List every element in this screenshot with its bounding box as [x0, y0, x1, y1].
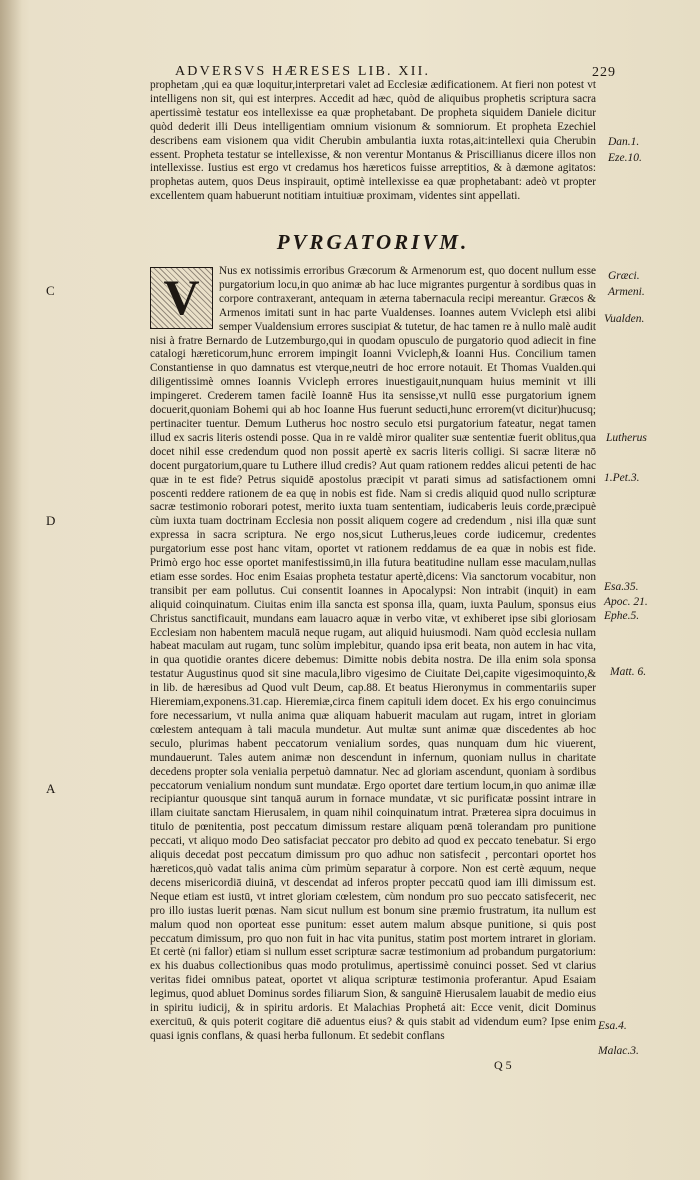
- running-title: ADVERSVS HÆRESES LIB. XII.: [175, 64, 431, 79]
- section-title: PVRGATORIVM.: [276, 230, 470, 254]
- marginal-note-matt: Matt. 6.: [610, 666, 647, 678]
- marginal-note-esa35: Esa.35.: [604, 581, 639, 593]
- marginal-note-armeni: Armeni.: [608, 286, 645, 298]
- marginal-note-vualden: Vualden.: [604, 313, 645, 325]
- marginal-note-ezechiel: Eze.10.: [608, 152, 642, 164]
- section-letter-a: A: [46, 781, 56, 796]
- marginal-note-ephe: Ephe.5.: [604, 610, 640, 622]
- main-text-block: [150, 265, 596, 1044]
- marginal-note-graeci: Græci.: [608, 270, 640, 282]
- marginal-note-apoc: Apoc. 21.: [604, 596, 648, 608]
- top-paragraph: prophetam ,qui ea quæ loquitur,interpretari valet ad Ecclesiæ ædificationem. At fieri non potest vt intelligens non sit, qui est interpres. Accedit ad hæc, quòd de aliquibus prophetis scriptura sacra apertissimè testatur eos intellexisse ea quæ prophetabant. De propheta siquidem Daniele dicitur quòd dederit illi Deus intelligentiam omnium visionum & somniorum. Et propheta Ezechiel describens eam visionem qua vidit Cherubin ambulantia iuxta rotas,ait:intellexi quia Cherubin essent. Propheta testatur se intellexisse, & non verentur Montanus & Priscillianus dicere illos non intellexisse. Iustius est ergo vt credamus hos hæreticos fuisse arreptitios, & à dæmone agitatos: prophetas autem, quos Deus inspirauit, optimè intellexisse ea quæ prophetabant: adeò vt propter excellentem quam habuerunt notitiam intuitiuæ proximam, videntes sint appellati.: [150, 79, 596, 203]
- marginal-note-lutherus: Lutherus: [606, 432, 647, 444]
- section-letter-d: D: [46, 513, 56, 528]
- main-paragraph: Nus ex notissimis erroribus Græcorum & Armenorum est, quo docent nullum esse purgatorium locu,in quo animæ ab hac luce migrantes purgentur à sordibus quas in corpore contraxerant, antequam in æterna tabernacula recipi mereantur. Græcos & Armenos imitati sunt in hac parte Vualdenses. Ioannes autem Vvicleph etsi alibi semper Vualdensium errores suscipiat & tutetur, de hac tamen re à nullo malè audit nisi à fratre Bernardo de Lutzemburgo,qui in quodam opusculo de purgatorio quod adiecit in fine catalogi hæreticorum,hunc errorem impingit Ioanni Vvicleph,& Ioanni Hus. Concilium tamen Constantiense in quo damnatus est vterque,neutri de hoc errore notauit. Et Thomas Vualden.qui diligentissimè omnes Ioannis Vvicleph errores inuestigauit,nunquam huius meminit vt illi impingeret. Crederem tamen facilè Ioannē Hus ita sensisse,vt nullū esse purgatorium ignem docuerit,quoniam Bohemi qui ab hoc Ioanne Hus fuerunt seducti,hunc errorem(vt dicitur)hucusq; pertinaciter tuentur. Demum Lutherus hoc nostro seculo etsi purgatorium fateatur, negat tamen illud ex sacris literis ostendi posse. Qua in re valdè miror qualiter suæ sententiæ fuerit oblitus,qua docet nihil esse credendum quod non possit apertè ex sacris literis colligi. Si sacræ literæ nō docent purgatorium,quare tu Luthere illud credis? Aut quam rationem reddes alicui petenti de hac quæ in te est fide? Petrus siquidē apostolus præcipit vt parati simus ad satisfactionem omni poscenti reddere rationem de ea quę in nobis est fide. Nam si credis aliquid quod nullo scripturæ sacræ testimonio roborari potest, merito iuxta tuam sententiam, iudicaberis leuis corde,præcipuè cùm iuxta tuam doctrinam Ecclesia non possit aliquem cogere ad credendum , nisi illa quæ sunt expressa in sacra scriptura. Ne ergo nos,sicut Lutherus,leues corde iudicemur, credentes purgatorium esse post hanc vitam, oportet vt rationem reddamus de ea quæ in nobis est fide. Primò ergo hoc esse oportet manifestissimū,in illa futura beatitudine nullam esse maculam,nullas etiam esse sordes. Hoc enim Esaias propheta testatur apertè,dicens: Via sanctorum vocabitur, non transibit per eam pollutus. Cui consentit Ioannes in Apocalypsi: Non intrabit (inquit) in eam aliquid coinquinatum. Ciuitas enim illa sancta est sponsa illa, quam, iuxta Paulum, sponsus eius Christus sanctificauit, mundans eam lauacro aquæ in verbo vitæ, vt exhiberet ipse sibi gloriosam Ecclesiam non habentem maculā neque rugam, aut aliquid huiusmodi. Nam quòd ecclesia nullam habeat maculam aut rugam, tunc solùm implebitur, quando ipsa erit beata, non autem in hac vita, in qua quotidie orantes dicere debemus: Dimitte nobis debita nostra. De illa enim sola sponsa testatur Augustinus quod sit sine macula,libro vigesimo de Ciuitate Dei,capite vigesimoquinto,& in lib. de hæresibus ad Quod vult Deum, cap.88. Et beatus Hieronymus in commentariis super Hieremiam,exponens.31.cap. Hieremiæ,circa finem capituli idem docet. Ex his ergo conuincimus fore necessarium, vt nulla anima quæ aliquam habuerit maculam aut rugam, intret in gloriam cœlestem antequam à tali macula mundetur. Aut multæ sunt animæ quæ discedentes ab hoc seculo, plurimas habent peccatorum venialium sordes, quas nunquam dum hic viuerent, mundauerunt. Tales autem animæ non descendunt in infernum, quoniam nullus in charitate decedens propter sola venialia perpetuò damnatur. Nec ad gloriam ascendunt, quoniam à sordibus peccatorum venialium nondum sunt mundatæ. Ergo oportet dare tertium locum,in quo animæ illæ recipiantur quousque sint tanquā aurum in fornace mundatæ, vt sic purificatæ possint intrare in illam ciuitate sanctam Hierusalem, in quam nihil coinquinatum intrat. Præterea sipra docuimus in titulo de pœnitentia, post peccatum dimissum restare aliquam pœnā tolerandam pro punitione peccati, vt aliquo modo Deo satisfaciat peccator pro debito ad quod ex peccato tenebatur. Si ergo aliquis decedat post peccatum dimissum pro quo adhuc non satisfecit , percontari oportet hos hæreticos,quò vadat talis anima cùm primùm separatur à corpore. Non est certè æquum, neque decens misericordiā diuinā, vt descendat ad inferos propter peccatū quod iam illi dimissum est. Neque etiam est iustū, vt intret gloriam cœlestem, cùm nondum pro suo peccato satisfecerit, nec pro illo iustas luerit pœnas. Nam sicut nullum est bonum sine præmio frustratum, ita nullum est malum quod non oporteat esse punitum: esset autem malum absque punitione, si quis post peccatum dimissum, pro quo non fuit in hac vita punitus, statim post mortem intraret in gloriam. Et certè (ni fallor) etiam si nullum esset scripturæ sacræ testimonium ad probandum purgatorium: ex his duabus collectionibus quas modo protulimus, apertissimè conuinci posset. Sed vt clarius veritas fidei omnibus pateat, oportet vt aliqua scripturæ testimonia proferantur. Apud Esaiam legimus, quod abluet Dominus sordes filiarum Sion, & sanguinē Hierusalem lauabit de medio eius in spiritu iudicij, & in spiritu ardoris. Et Malachias Prophetá ait: Ecce venit, dicit Dominus exercituū, & quis poterit cogitare diē aduentus eius? & quis stabit ad videndum eum? Ipse enim quasi ignis conflans, & quasi herba fullonum. Et sedebit conflans: [150, 265, 596, 1042]
- top-text-block: [150, 79, 596, 204]
- marginal-note-malac: Malac.3.: [598, 1045, 639, 1057]
- dropcap-letter: V: [151, 268, 212, 328]
- decorated-initial: [150, 267, 213, 329]
- page-number: 229: [592, 65, 616, 80]
- spine-shadow: [0, 0, 22, 1180]
- marginal-note-daniel: Dan.1.: [608, 136, 640, 148]
- section-letter-c: C: [46, 283, 55, 298]
- marginal-note-petri: 1.Pet.3.: [604, 472, 640, 484]
- marginal-note-esa4: Esa.4.: [598, 1020, 627, 1032]
- catchword: Q 5: [494, 1058, 512, 1072]
